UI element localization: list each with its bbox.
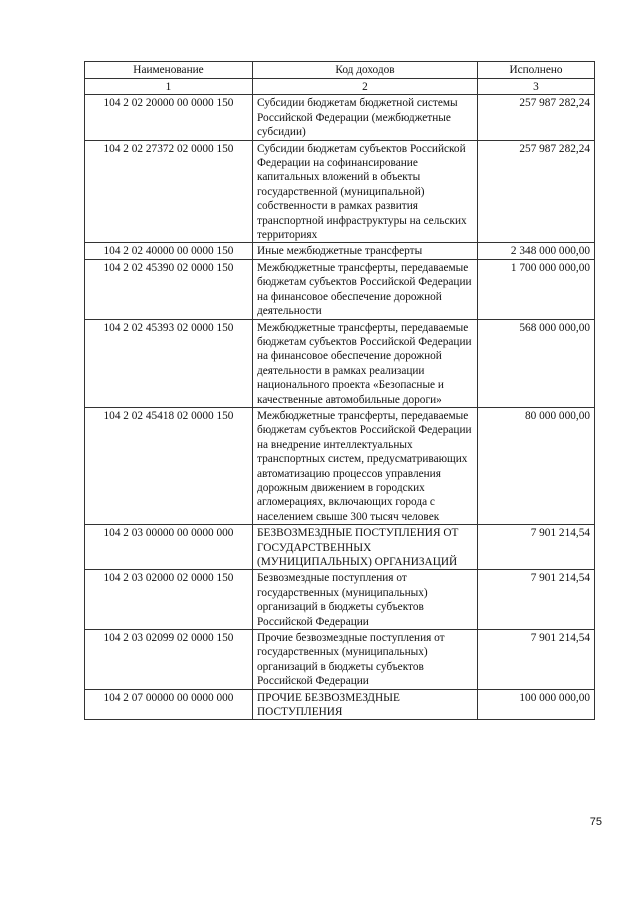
row-amount: 100 000 000,00 — [478, 689, 595, 720]
row-code: 104 2 02 27372 02 0000 150 — [85, 140, 253, 243]
row-name: Безвозмездные поступления от государственных (муниципальных) организаций в бюджеты субъектов Российской Федерации — [253, 570, 478, 630]
table-row — [85, 243, 595, 259]
row-name: БЕЗВОЗМЕЗДНЫЕ ПОСТУПЛЕНИЯ ОТ ГОСУДАРСТВЕННЫХ (МУНИЦИПАЛЬНЫХ) ОРГАНИЗАЦИЙ — [253, 525, 478, 570]
row-code: 104 2 02 40000 00 0000 150 — [85, 243, 253, 259]
table-row — [85, 95, 595, 140]
table-row — [85, 630, 595, 690]
row-name: Иные межбюджетные трансферты — [253, 243, 478, 259]
header-name: Наименование — [85, 62, 253, 79]
column-number-3: 3 — [478, 79, 595, 95]
row-amount: 2 348 000 000,00 — [478, 243, 595, 259]
header-row — [85, 62, 595, 79]
table-row — [85, 319, 595, 407]
row-code: 104 2 03 02000 02 0000 150 — [85, 570, 253, 630]
row-name: Межбюджетные трансферты, передаваемые бюджетам субъектов Российской Федерации на внедрение интеллектуальных транспортных систем, предусматривающих автоматизацию процессов управления дорожным движением в городских агломерациях, включающих города с населением свыше 300 тысяч человек — [253, 407, 478, 524]
row-code: 104 2 02 45390 02 0000 150 — [85, 259, 253, 319]
table-row — [85, 259, 595, 319]
page-number: 75 — [589, 816, 602, 828]
column-number-1: 1 — [85, 79, 253, 95]
row-name: Субсидии бюджетам субъектов Российской Федерации на софинансирование капитальных вложений в объекты государственной (муниципальной) собственности в рамках развития транспортной инфраструктуры на сельских территориях — [253, 140, 478, 243]
row-name: ПРОЧИЕ БЕЗВОЗМЕЗДНЫЕ ПОСТУПЛЕНИЯ — [253, 689, 478, 720]
row-code: 104 2 07 00000 00 0000 000 — [85, 689, 253, 720]
table-row — [85, 570, 595, 630]
row-amount: 7 901 214,54 — [478, 570, 595, 630]
row-amount: 257 987 282,24 — [478, 140, 595, 243]
row-name: Субсидии бюджетам бюджетной системы Российской Федерации (межбюджетные субсидии) — [253, 95, 478, 140]
row-name: Прочие безвозмездные поступления от государственных (муниципальных) организаций в бюджеты субъектов Российской Федерации — [253, 630, 478, 690]
row-name: Межбюджетные трансферты, передаваемые бюджетам субъектов Российской Федерации на финансовое обеспечение дорожной деятельности — [253, 259, 478, 319]
row-code: 104 2 02 45418 02 0000 150 — [85, 407, 253, 524]
row-amount: 1 700 000 000,00 — [478, 259, 595, 319]
column-number-row — [85, 79, 595, 95]
table-row — [85, 525, 595, 570]
header-executed: Исполнено — [478, 62, 595, 79]
table-row — [85, 689, 595, 720]
table-row — [85, 140, 595, 243]
table-row — [85, 407, 595, 524]
row-code: 104 2 02 20000 00 0000 150 — [85, 95, 253, 140]
row-name: Межбюджетные трансферты, передаваемые бюджетам субъектов Российской Федерации на финансовое обеспечение дорожной деятельности в рамках реализации национального проекта «Безопасные и качественные автомобильные дороги» — [253, 319, 478, 407]
row-code: 104 2 02 45393 02 0000 150 — [85, 319, 253, 407]
row-amount: 257 987 282,24 — [478, 95, 595, 140]
row-amount: 80 000 000,00 — [478, 407, 595, 524]
row-code: 104 2 03 02099 02 0000 150 — [85, 630, 253, 690]
column-number-2: 2 — [253, 79, 478, 95]
header-code: Код доходов — [253, 62, 478, 79]
revenue-table — [84, 61, 595, 720]
row-amount: 7 901 214,54 — [478, 525, 595, 570]
row-code: 104 2 03 00000 00 0000 000 — [85, 525, 253, 570]
row-amount: 7 901 214,54 — [478, 630, 595, 690]
row-amount: 568 000 000,00 — [478, 319, 595, 407]
